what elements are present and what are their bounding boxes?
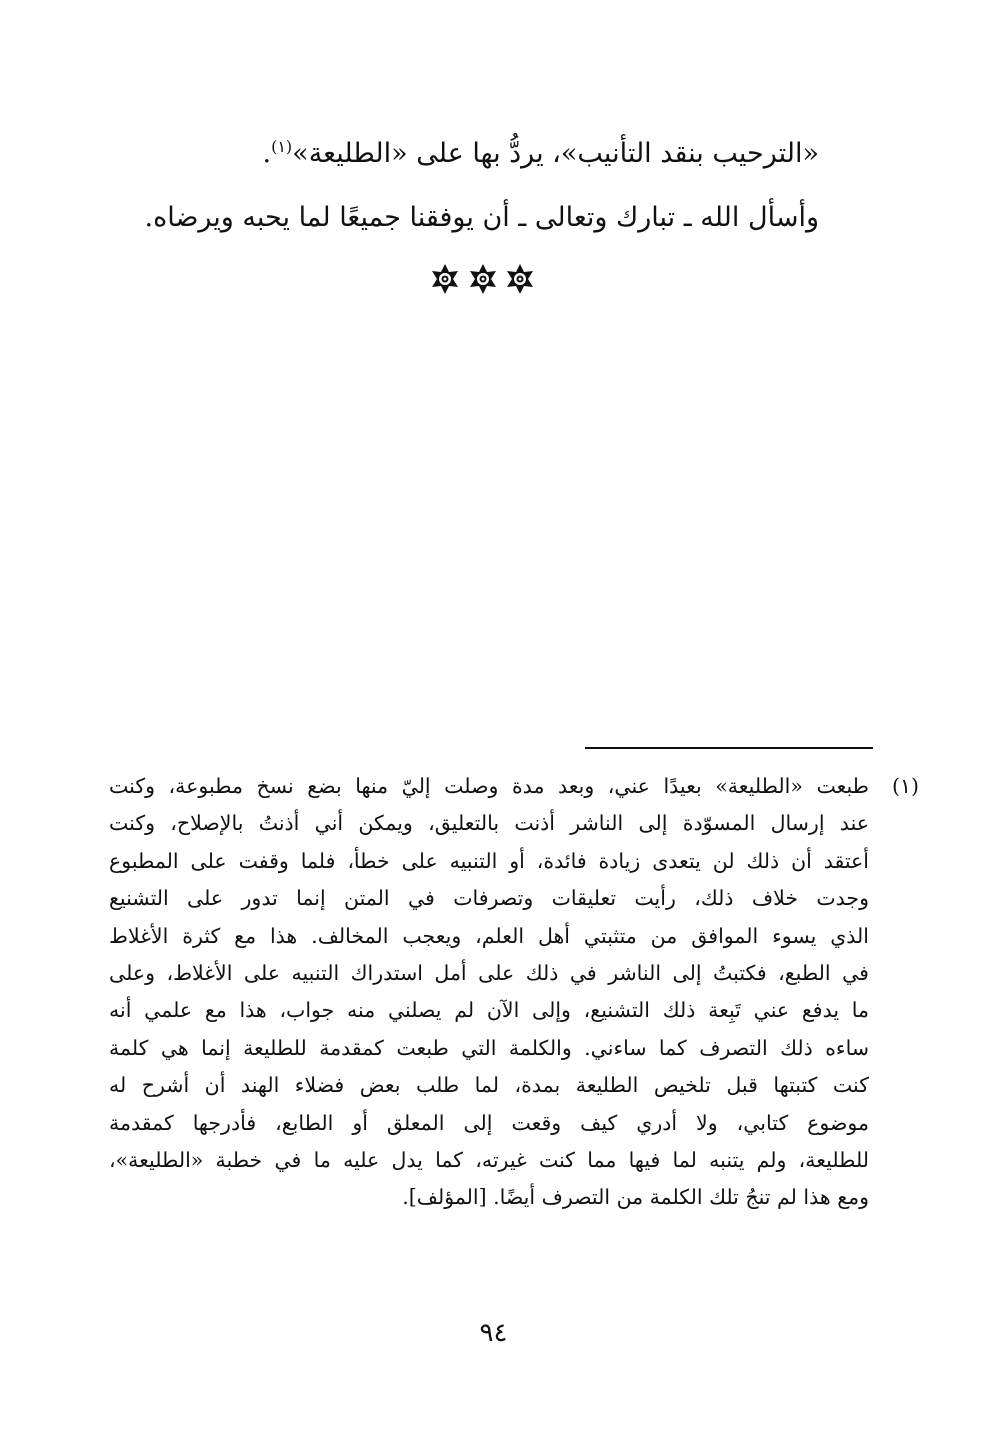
footnote-line: طبعت «الطليعة» بعيدًا عني، وبعد مدة وصلت إليّ منها بضع نسخ مطبوعة، وكنت <box>109 774 869 798</box>
footnote-line: الذي يسوء الموافق من متثبتي أهل العلم، ويعجب المخالف. هذا مع كثرة الأغلاط <box>109 923 869 948</box>
footnote-reference[interactable]: (١) <box>271 137 293 156</box>
page-number: ٩٤ <box>479 1318 508 1348</box>
flower-ornament-icon <box>430 264 460 294</box>
footnote-line: ساءه ذلك التصرف كما ساءني. والكلمة التي طبعت كمقدمة للطليعة إنما هي كلمة <box>109 1035 869 1060</box>
footnote-line: وجدت خلاف ذلك، رأيت تعليقات وتصرفات في المتن إنما تدور على التشنيع <box>109 886 869 911</box>
section-divider-ornaments <box>430 262 535 296</box>
main-line-1-text: «الترحيب بنقد التأنيب»، يردُّ بها على «الطليعة» <box>292 138 819 169</box>
flower-ornament-icon <box>468 264 498 294</box>
footnote-line: ما يدفع عني تَبِعة ذلك التشنيع، وإلى الآن لم يصلني منه جواب، هذا مع علمي أنه <box>109 998 869 1023</box>
main-text <box>139 122 819 250</box>
footnote <box>109 768 919 1217</box>
footnote-line: عند إرسال المسوّدة إلى الناشر أذنت بالتعليق، ويمكن أني أذنتُ بالإصلاح، وكنت <box>109 811 869 836</box>
footnote-line: للطليعة، ولم يتنبه لما فيها مما كنت غيرته، كما يدل عليه ما في خطبة «الطليعة»، <box>109 1148 869 1173</box>
footnote-separator <box>585 747 873 749</box>
footnote-line: ومع هذا لم تنجُ تلك الكلمة من التصرف أيضًا. [المؤلف]. <box>402 1185 869 1210</box>
footnote-marker: (١) <box>891 774 919 798</box>
main-line-2: وأسأل الله ـ تبارك وتعالى ـ أن يوفقنا جميعًا لما يحبه ويرضاه. <box>144 202 819 233</box>
main-line-1 <box>139 122 819 186</box>
footnote-line: كنت كتبتها قبل تلخيص الطليعة بمدة، لما طلب بعض فضلاء الهند أن أشرح له <box>109 1073 869 1098</box>
footnote-line: أعتقد أن ذلك لن يتعدى زيادة فائدة، أو التنبيه على خطأ، فلما وقفت على المطبوع <box>109 848 869 873</box>
main-line-1-end: . <box>262 138 272 169</box>
footnote-line: موضوع كتابي، ولا أدري كيف وقعت إلى المعلق أو الطابع، فأدرجها كمقدمة <box>109 1110 869 1135</box>
footnote-line: في الطبع، فكتبتُ إلى الناشر في ذلك على أمل استدراك التنبيه على الأغلاط، وعلى <box>109 961 869 986</box>
flower-ornament-icon <box>505 264 535 294</box>
